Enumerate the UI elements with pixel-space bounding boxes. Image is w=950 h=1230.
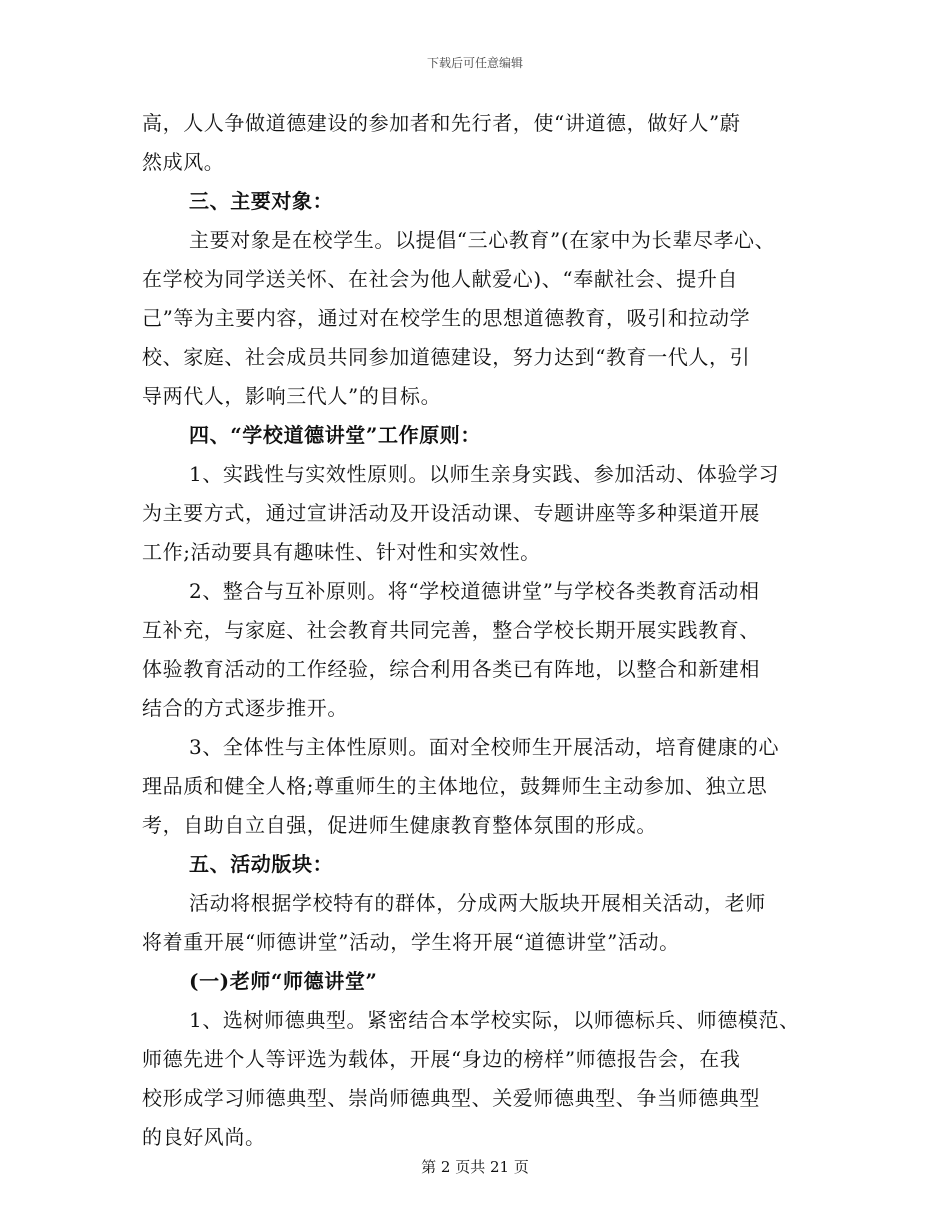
paragraph-line: 的良好风尚。 (142, 1125, 266, 1149)
paragraph-line: 活动将根据学校特有的群体，分成两大版块开展相关活动，老师 (189, 891, 766, 915)
paragraph-line: 工作;活动要具有趣味性、针对性和实效性。 (142, 540, 541, 564)
paragraph-line: 师德先进个人等评选为载体，开展“身边的榜样”师德报告会，在我 (142, 1047, 741, 1071)
paragraph-line: 在学校为同学送关怀、在社会为他人献爱心)、“奉献社会、提升自 (142, 267, 739, 291)
section-heading-line: 三、主要对象： (189, 189, 334, 213)
section-heading-line: (一)老师“师德讲堂” (189, 969, 378, 993)
paragraph-line: 体验教育活动的工作经验，综合利用各类已有阵地，以整合和新建相 (142, 657, 760, 681)
paragraph-line: 3、全体性与主体性原则。面对全校师生开展活动，培育健康的心 (189, 735, 780, 759)
paragraph-line: 1、选树师德典型。紧密结合本学校实际，以师德标兵、师德模范、 (189, 1008, 800, 1032)
paragraph-line: 互补充，与家庭、社会教育共同完善，整合学校长期开展实践教育、 (142, 618, 760, 642)
paragraph-line: 校形成学习师德典型、崇尚师德典型、关爱师德典型、争当师德典型 (142, 1086, 760, 1110)
paragraph-line: 考，自助自立自强，促进师生健康教育整体氛围的形成。 (142, 813, 657, 837)
paragraph-line: 校、家庭、社会成员共同参加道德建设，努力达到“教育一代人，引 (142, 345, 751, 369)
paragraph-line: 结合的方式逐步推开。 (142, 696, 348, 720)
paragraph-line: 然成风。 (142, 150, 225, 174)
paragraph-line: 1、实践性与实效性原则。以师生亲身实践、参加活动、体验学习 (189, 462, 780, 486)
paragraph-line: 导两代人，影响三代人”的目标。 (142, 384, 442, 408)
section-heading-line: 四、“学校道德讲堂”工作原则： (189, 423, 482, 447)
paragraph-line: 将着重开展“师德讲堂”活动，学生将开展“道德讲堂”活动。 (142, 930, 680, 954)
paragraph-line: 2、整合与互补原则。将“学校道德讲堂”与学校各类教育活动相 (189, 579, 760, 603)
paragraph-line: 主要对象是在校学生。以提倡“三心教育”(在家中为长辈尽孝心、 (189, 228, 776, 252)
page-header: 下载后可任意编辑 (426, 56, 523, 70)
paragraph-line: 己”等为主要内容，通过对在校学生的思想道德教育，吸引和拉动学 (142, 306, 751, 330)
section-heading-line: 五、活动版块： (189, 852, 334, 876)
paragraph-line: 理品质和健全人格;尊重师生的主体地位，鼓舞师生主动参加、独立思 (142, 774, 768, 798)
paragraph-line: 高，人人争做道德建设的参加者和先行者，使“讲道德，做好人”蔚 (142, 111, 741, 135)
document-body (142, 104, 842, 1157)
paragraph-line: 为主要方式，通过宣讲活动及开设活动课、专题讲座等多种渠道开展 (142, 501, 760, 525)
page-footer: 第 2 页共 21 页 (421, 1158, 529, 1176)
